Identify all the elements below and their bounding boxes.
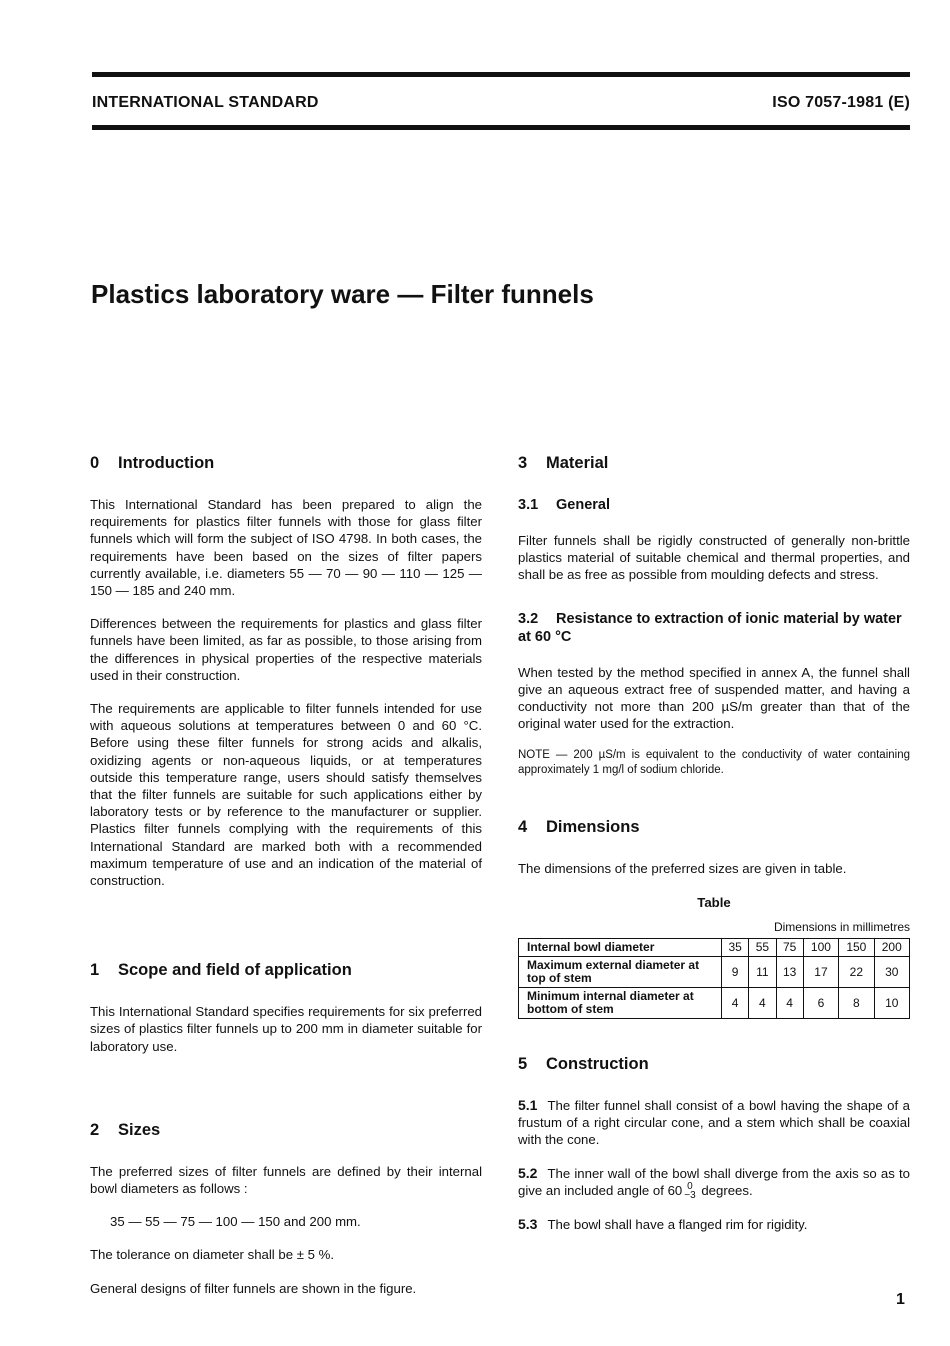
table-cell: 4 [749,988,776,1019]
sizes-list: 35 — 55 — 75 — 100 — 150 and 200 mm. [110,1214,361,1230]
table-cell: 30 [874,957,909,988]
clause-5-3: 5.3 The bowl shall have a flanged rim for rigidity. [518,1216,808,1233]
header-bottom-rule [92,125,910,130]
paragraph: The dimensions of the preferred sizes are given in table. [518,861,847,877]
table-cell: 4 [722,988,749,1019]
table-cell: 13 [776,957,803,988]
section-heading: 2 Sizes [90,1120,161,1139]
paragraph: The requirements are applicable to filter funnels intended for use with aqueous solutions at temperatures between 0 and 60 °C. Before using these filter funnels for strong acids and alkalis, oxidizing agents or non-aqueous liquids, or at temperatures outside this temperature range, users should satisfy themselves that the filter funnels are suitable for such applications either by laboratory tests or by reference to the manufacturer or supplier. Plastics filter funnels complying with the requirements of this International Standard are marked both with a recommended maximum temperature of use and an indication of the material of construction. [90,701,482,889]
table-cell: 10 [874,988,909,1019]
note: NOTE — 200 µS/m is equivalent to the conductivity of water containing approximately 1 mg/l of sodium chloride. [518,749,910,777]
paragraph: The tolerance on diameter shall be ± 5 %. [90,1247,335,1263]
table-cell: 35 [722,939,749,957]
right-column [518,452,910,1250]
row-label: Minimum internal diameter at bottom of stem [519,988,722,1019]
paragraph: When tested by the method specified in annex A, the funnel shall give an aqueous extract free of suspended matter, and having a conductivity not more than 200 µS/m greater than that of the original water used for the extraction. [518,664,910,732]
paragraph: General designs of filter funnels are shown in the figure. [90,1280,417,1296]
header-top-rule [92,72,910,77]
section-heading: 4 Dimensions [518,818,640,837]
paragraph: This International Standard has been prepared to align the requirements for plastics filter funnels with those for glass filter funnels which will form the subject of ISO 4798. In both cases, the requirements have been based on the sizes of filter papers currently available, i.e. diameters 55 — 70 — 90 — 110 — 125 — 150 — 185 and 240 mm. [90,497,482,599]
subsection-heading: 3.2 Resistance to extraction of ionic material by water at 60 °C [518,610,902,645]
table-row [519,957,910,988]
table-title: Table [697,894,731,910]
paragraph: This International Standard specifies requirements for six preferred sizes of plastics filter funnels up to 200 mm in diameter suitable for laboratory use. [90,1004,482,1054]
left-column [90,452,482,1313]
row-label: Internal bowl diameter [519,939,722,957]
row-label: Maximum external diameter at top of stem [519,957,722,988]
table-cell: 22 [839,957,874,988]
paragraph: Differences between the requirements for plastics and glass filter funnels have been limited, as far as possible, to those arising from the differences in physical properties of the respective materials used in their construction. [90,616,482,683]
table-cell: 100 [803,939,838,957]
table-cell: 55 [749,939,776,957]
paragraph: The preferred sizes of filter funnels are defined by their internal bowl diameters as follows : [90,1163,482,1197]
header-standard-number: ISO 7057-1981 (E) [772,94,910,111]
table-cell: 11 [749,957,776,988]
table-units: Dimensions in millimetres [773,919,910,934]
table-cell: 4 [776,988,803,1019]
section-heading: 5 Construction [518,1055,649,1074]
table-cell: 6 [803,988,838,1019]
clause-5-1: 5.1 The filter funnel shall consist of a bowl having the shape of a frustum of a right circular cone, and a stem which shall be coaxial with the cone. [518,1097,910,1148]
section-heading: 1 Scope and field of application [90,961,352,980]
section-heading: 3 Material [518,454,609,472]
subsection-heading: 3.1 General [518,497,610,513]
paragraph: Filter funnels shall be rigidly constructed of generally non-brittle plastics material of suitable chemical and thermal properties, and shall be as free as possible from moulding defects and stress. [518,533,910,583]
table-cell: 8 [839,988,874,1019]
table-cell: 150 [839,939,874,957]
angle-tolerance: 0 −3 [684,1181,696,1202]
section-heading: 0 Introduction [90,454,215,472]
dimensions-table [518,938,910,1019]
table-cell: 75 [776,939,803,957]
table-cell: 9 [722,957,749,988]
clause-5-2: 5.2 The inner wall of the bowl shall diverge from the axis so as to give an included angle of 60 0 −3 degrees. [518,1164,910,1202]
header-standard-label: INTERNATIONAL STANDARD [92,94,319,111]
table-cell: 200 [874,939,909,957]
page-number: 1 [896,1291,905,1308]
table-cell: 17 [803,957,838,988]
document-title: Plastics laboratory ware — Filter funnels [91,279,594,309]
table-row [519,939,910,957]
table-row [519,988,910,1019]
